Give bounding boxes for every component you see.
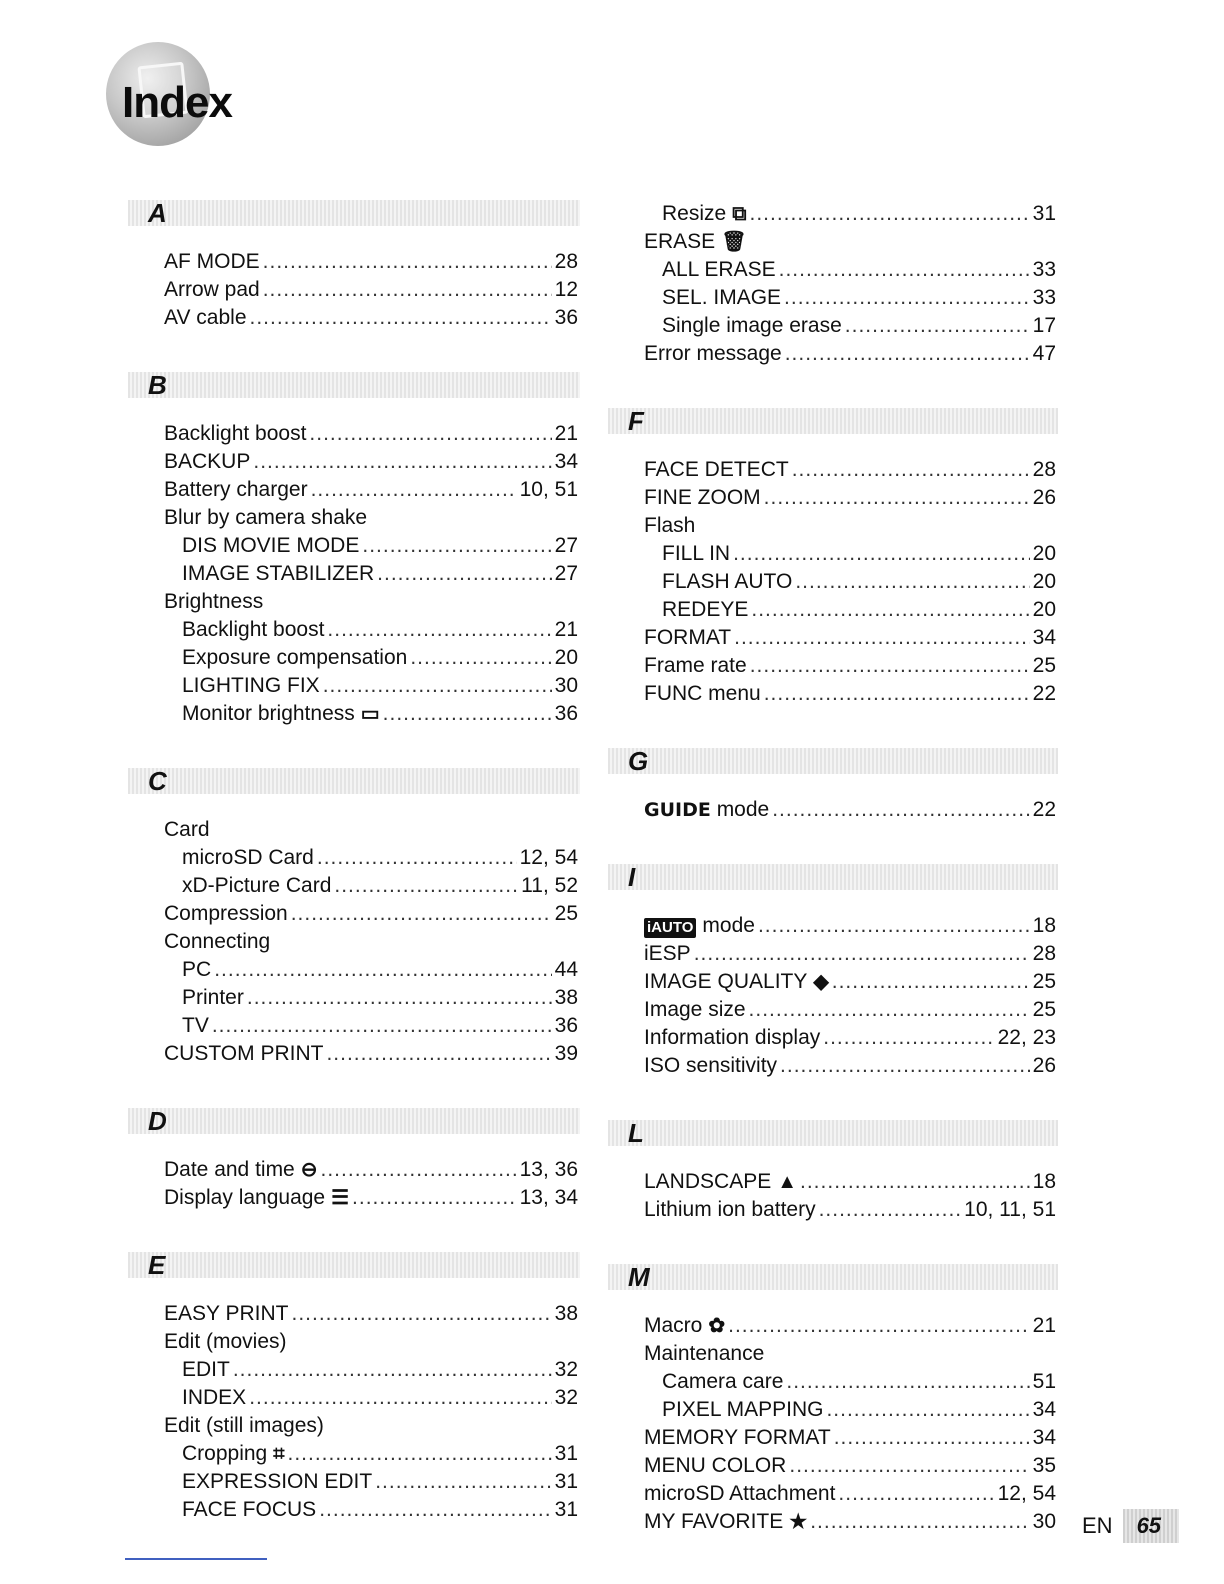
entry-label: DIS MOVIE MODE: [182, 534, 360, 557]
index-entry[interactable]: [608, 652, 1058, 680]
index-entry[interactable]: [608, 1052, 1058, 1080]
entry-page: 34: [1032, 1426, 1056, 1449]
section-header-c: [128, 768, 580, 794]
index-entry[interactable]: [608, 940, 1058, 968]
section-header-e: [128, 1252, 580, 1278]
entry-label: AF MODE: [164, 250, 260, 273]
index-heading-entry: [608, 1340, 1058, 1368]
entry-page: 33: [1032, 286, 1056, 309]
index-entry[interactable]: [608, 484, 1058, 512]
resize-icon: ⧉: [732, 203, 747, 225]
entry-page: 28: [1032, 458, 1056, 481]
section-header-f: [608, 408, 1058, 434]
section-letter-d: D: [148, 1106, 167, 1136]
entry-page: 34: [554, 450, 578, 473]
index-heading-entry: [128, 504, 580, 532]
entry-label: Exposure compensation: [182, 646, 408, 669]
entry-label: Brightness: [164, 590, 264, 613]
entry-page: 36: [554, 306, 578, 329]
entry-label: Battery charger: [164, 478, 308, 501]
entry-label: mode: [702, 914, 755, 937]
entry-label: Information display: [644, 1026, 821, 1049]
entry-page: 36: [554, 1014, 578, 1037]
section-letter-e: E: [148, 1250, 166, 1280]
entry-label: TV: [182, 1014, 209, 1037]
section-a: [128, 200, 580, 332]
index-heading-entry: [128, 588, 580, 616]
clock-icon: ⊖: [300, 1159, 318, 1181]
right-column: [608, 200, 1058, 1576]
page-footer: [1082, 1508, 1179, 1544]
iauto-icon: iAUTO: [644, 918, 696, 938]
entry-page: 38: [554, 986, 578, 1009]
index-entry[interactable]: [608, 1312, 1058, 1340]
entry-page: 10, 51: [519, 478, 578, 501]
entry-label: INDEX: [182, 1386, 247, 1409]
entry-page: 51: [1032, 1370, 1056, 1393]
index-entry[interactable]: [608, 1396, 1058, 1424]
entry-label: Error message: [644, 342, 782, 365]
language-icon: ☰: [331, 1187, 350, 1209]
entry-page: 25: [554, 902, 578, 925]
section-letter-a: A: [148, 198, 167, 228]
entry-label: CUSTOM PRINT: [164, 1042, 324, 1065]
entry-page: 28: [554, 250, 578, 273]
section-header-b: [128, 372, 580, 398]
section-letter-m: M: [628, 1262, 650, 1292]
entry-label: mode: [716, 798, 770, 821]
entry-label: ALL ERASE: [662, 258, 776, 281]
entry-page: 20: [554, 646, 578, 669]
index-entry[interactable]: [128, 276, 580, 304]
index-entry[interactable]: [128, 448, 580, 476]
left-column: [128, 200, 580, 1564]
entry-page: 25: [1032, 970, 1056, 993]
index-entry[interactable]: [128, 700, 580, 728]
section-e-continued: [608, 200, 1058, 368]
entry-label: microSD Card: [182, 846, 314, 869]
entry-label: Edit (still images): [164, 1414, 324, 1437]
index-entry[interactable]: [128, 1040, 580, 1068]
entry-page: 32: [554, 1358, 578, 1381]
entry-label: Backlight boost: [182, 618, 325, 641]
entry-label: PC: [182, 958, 212, 981]
index-entry[interactable]: [128, 248, 580, 276]
entry-label: FACE FOCUS: [182, 1498, 317, 1521]
footer-language: EN: [1082, 1513, 1113, 1538]
index-entry[interactable]: [608, 568, 1058, 596]
entry-page: 27: [554, 562, 578, 585]
entry-page: 47: [1032, 342, 1056, 365]
entry-label: Image size: [644, 998, 746, 1021]
index-entry[interactable]: [608, 996, 1058, 1024]
guide-mode-icon: GUIDE: [644, 799, 711, 821]
entry-label: IMAGE QUALITY: [644, 970, 808, 993]
entry-page: 26: [1032, 1054, 1056, 1077]
entry-page: 25: [1032, 998, 1056, 1021]
entry-label: MY FAVORITE: [644, 1510, 784, 1533]
entry-label: Camera care: [662, 1370, 784, 1393]
index-entry[interactable]: [608, 1508, 1058, 1536]
index-entry[interactable]: [608, 680, 1058, 708]
section-letter-c: C: [148, 766, 167, 796]
section-header-m: [608, 1264, 1058, 1290]
section-header-i: [608, 864, 1058, 890]
index-entry[interactable]: [608, 1368, 1058, 1396]
index-entry[interactable]: [128, 1496, 580, 1524]
entry-page: 22: [1032, 798, 1056, 821]
entry-page: 18: [1032, 914, 1056, 937]
index-entry[interactable]: [128, 420, 580, 448]
index-entry[interactable]: [128, 644, 580, 672]
footer-rule: [125, 1558, 267, 1560]
entry-page: 30: [554, 674, 578, 697]
entry-page: 12, 54: [997, 1482, 1056, 1505]
index-entry[interactable]: [608, 796, 1058, 824]
section-i: [608, 864, 1058, 1080]
entry-page: 33: [1032, 258, 1056, 281]
entry-label: EASY PRINT: [164, 1302, 289, 1325]
entry-label: iESP: [644, 942, 691, 965]
entry-label: ISO sensitivity: [644, 1054, 778, 1077]
index-heading-entry: [608, 512, 1058, 540]
entry-label: LIGHTING FIX: [182, 674, 320, 697]
index-entry[interactable]: [128, 532, 580, 560]
entry-label: Date and time: [164, 1158, 295, 1181]
entry-label: Lithium ion battery: [644, 1198, 816, 1221]
entry-page: 26: [1032, 486, 1056, 509]
entry-label: Compression: [164, 902, 288, 925]
entry-label: Blur by camera shake: [164, 506, 368, 529]
index-heading-entry: [608, 228, 1058, 256]
entry-page: 31: [554, 1498, 578, 1521]
entry-label: SEL. IMAGE: [662, 286, 782, 309]
index-entry[interactable]: [128, 956, 580, 984]
entry-page: 38: [554, 1302, 578, 1325]
crop-icon: ⌗: [273, 1443, 285, 1465]
section-b: [128, 372, 580, 728]
landscape-icon: ▲: [777, 1171, 798, 1193]
entry-page: 10, 11, 51: [964, 1198, 1056, 1221]
index-entry[interactable]: [128, 1468, 580, 1496]
entry-page: 32: [554, 1386, 578, 1409]
index-entry[interactable]: [128, 476, 580, 504]
section-letter-i: I: [628, 862, 636, 892]
index-entry[interactable]: [128, 560, 580, 588]
entry-page: 13, 34: [519, 1186, 578, 1209]
entry-page: 34: [1032, 626, 1056, 649]
entry-label: Arrow pad: [164, 278, 260, 301]
index-entry[interactable]: [608, 624, 1058, 652]
section-letter-b: B: [148, 370, 167, 400]
index-entry[interactable]: [608, 912, 1058, 940]
index-entry[interactable]: [608, 284, 1058, 312]
entry-page: 20: [1032, 570, 1056, 593]
entry-page: 34: [1032, 1398, 1056, 1421]
entry-label: Maintenance: [644, 1342, 765, 1365]
index-entry[interactable]: [608, 596, 1058, 624]
index-entry[interactable]: [608, 1480, 1058, 1508]
index-entry[interactable]: [128, 616, 580, 644]
index-entry[interactable]: [128, 1012, 580, 1040]
section-d: [128, 1108, 580, 1212]
index-entry[interactable]: [608, 200, 1058, 228]
entry-page: 21: [554, 422, 578, 445]
section-letter-f: F: [628, 406, 644, 436]
macro-flower-icon: ✿: [708, 1315, 726, 1337]
entry-label: LANDSCAPE: [644, 1170, 772, 1193]
index-entry[interactable]: [128, 1156, 580, 1184]
entry-label: Single image erase: [662, 314, 842, 337]
entry-page: 12, 54: [519, 846, 578, 869]
index-entry[interactable]: [128, 1440, 580, 1468]
index-entry[interactable]: [608, 312, 1058, 340]
entry-label: Monitor brightness: [182, 702, 355, 725]
entry-label: AV cable: [164, 306, 247, 329]
star-icon: ★: [789, 1511, 808, 1533]
section-g: [608, 748, 1058, 824]
index-entry[interactable]: [128, 1300, 580, 1328]
entry-page: 11, 52: [521, 874, 578, 897]
section-letter-l: L: [628, 1118, 644, 1148]
section-c: [128, 768, 580, 1068]
entry-label: REDEYE: [662, 598, 749, 621]
entry-page: 22: [1032, 682, 1056, 705]
section-header-d: [128, 1108, 580, 1134]
index-entry[interactable]: [128, 984, 580, 1012]
section-letter-g: G: [628, 746, 649, 776]
image-quality-icon: ◆: [813, 971, 829, 993]
entry-label: Frame rate: [644, 654, 747, 677]
entry-label: FACE DETECT: [644, 458, 789, 481]
index-entry[interactable]: [608, 1196, 1058, 1224]
entry-page: 31: [554, 1442, 578, 1465]
entry-page: 31: [554, 1470, 578, 1493]
page-number: 65: [1123, 1509, 1179, 1543]
entry-label: FILL IN: [662, 542, 731, 565]
entry-label: FUNC menu: [644, 682, 761, 705]
entry-label: Display language: [164, 1186, 326, 1209]
entry-label: BACKUP: [164, 450, 251, 473]
entry-label: Resize: [662, 202, 727, 225]
index-entry[interactable]: [128, 872, 580, 900]
section-header-l: [608, 1120, 1058, 1146]
trash-icon: 🗑: [721, 231, 747, 253]
entry-page: 39: [554, 1042, 578, 1065]
entry-page: 22, 23: [997, 1026, 1056, 1049]
entry-page: 18: [1032, 1170, 1056, 1193]
index-heading-entry: [128, 928, 580, 956]
entry-label: Macro: [644, 1314, 703, 1337]
entry-page: 21: [554, 618, 578, 641]
entry-label: Printer: [182, 986, 244, 1009]
entry-page: 36: [554, 702, 578, 725]
index-heading-entry: [128, 816, 580, 844]
index-entry[interactable]: [128, 844, 580, 872]
entry-page: 28: [1032, 942, 1056, 965]
entry-label: EXPRESSION EDIT: [182, 1470, 373, 1493]
index-entry[interactable]: [128, 900, 580, 928]
section-l: [608, 1120, 1058, 1224]
entry-page: 31: [1032, 202, 1056, 225]
entry-page: 20: [1032, 598, 1056, 621]
entry-label: IMAGE STABILIZER: [182, 562, 375, 585]
index-entry[interactable]: [608, 256, 1058, 284]
index-entry[interactable]: [608, 1424, 1058, 1452]
entry-label: Connecting: [164, 930, 271, 953]
index-entry[interactable]: [608, 1452, 1058, 1480]
page-title: Index: [122, 78, 232, 127]
entry-label: MENU COLOR: [644, 1454, 787, 1477]
entry-page: 12: [554, 278, 578, 301]
entry-label: FORMAT: [644, 626, 732, 649]
entry-page: 35: [1032, 1454, 1056, 1477]
entry-page: 13, 36: [519, 1158, 578, 1181]
section-e: [128, 1252, 580, 1524]
index-entry[interactable]: [608, 968, 1058, 996]
section-m: [608, 1264, 1058, 1536]
index-entry[interactable]: [608, 540, 1058, 568]
entry-page: 27: [554, 534, 578, 557]
index-entry[interactable]: [128, 1384, 580, 1412]
index-entry[interactable]: [128, 1356, 580, 1384]
entry-page: 30: [1032, 1510, 1056, 1533]
entry-label: EDIT: [182, 1358, 230, 1381]
index-entry[interactable]: [128, 304, 580, 332]
entry-label: xD-Picture Card: [182, 874, 332, 897]
section-header-a: [128, 200, 580, 226]
index-entry[interactable]: [608, 340, 1058, 368]
section-f: [608, 408, 1058, 708]
index-entry[interactable]: [128, 672, 580, 700]
entry-label: Flash: [644, 514, 696, 537]
index-entry[interactable]: [128, 1184, 580, 1212]
index-entry[interactable]: [608, 1024, 1058, 1052]
entry-label: PIXEL MAPPING: [662, 1398, 824, 1421]
entry-label: microSD Attachment: [644, 1482, 836, 1505]
entry-label: ERASE: [644, 230, 716, 253]
section-header-g: [608, 748, 1058, 774]
entry-page: 25: [1032, 654, 1056, 677]
monitor-brightness-icon: ▭: [360, 703, 380, 725]
entry-label: FINE ZOOM: [644, 486, 761, 509]
entry-label: FLASH AUTO: [662, 570, 793, 593]
entry-page: 17: [1032, 314, 1056, 337]
index-title: [104, 40, 304, 150]
index-entry[interactable]: [608, 456, 1058, 484]
index-heading-entry: [128, 1412, 580, 1440]
index-entry[interactable]: [608, 1168, 1058, 1196]
entry-page: 21: [1032, 1314, 1056, 1337]
entry-label: Card: [164, 818, 210, 841]
index-heading-entry: [128, 1328, 580, 1356]
entry-label: Cropping: [182, 1442, 268, 1465]
entry-page: 20: [1032, 542, 1056, 565]
entry-label: MEMORY FORMAT: [644, 1426, 831, 1449]
entry-label: Edit (movies): [164, 1330, 287, 1353]
entry-page: 44: [554, 958, 578, 981]
entry-label: Backlight boost: [164, 422, 307, 445]
